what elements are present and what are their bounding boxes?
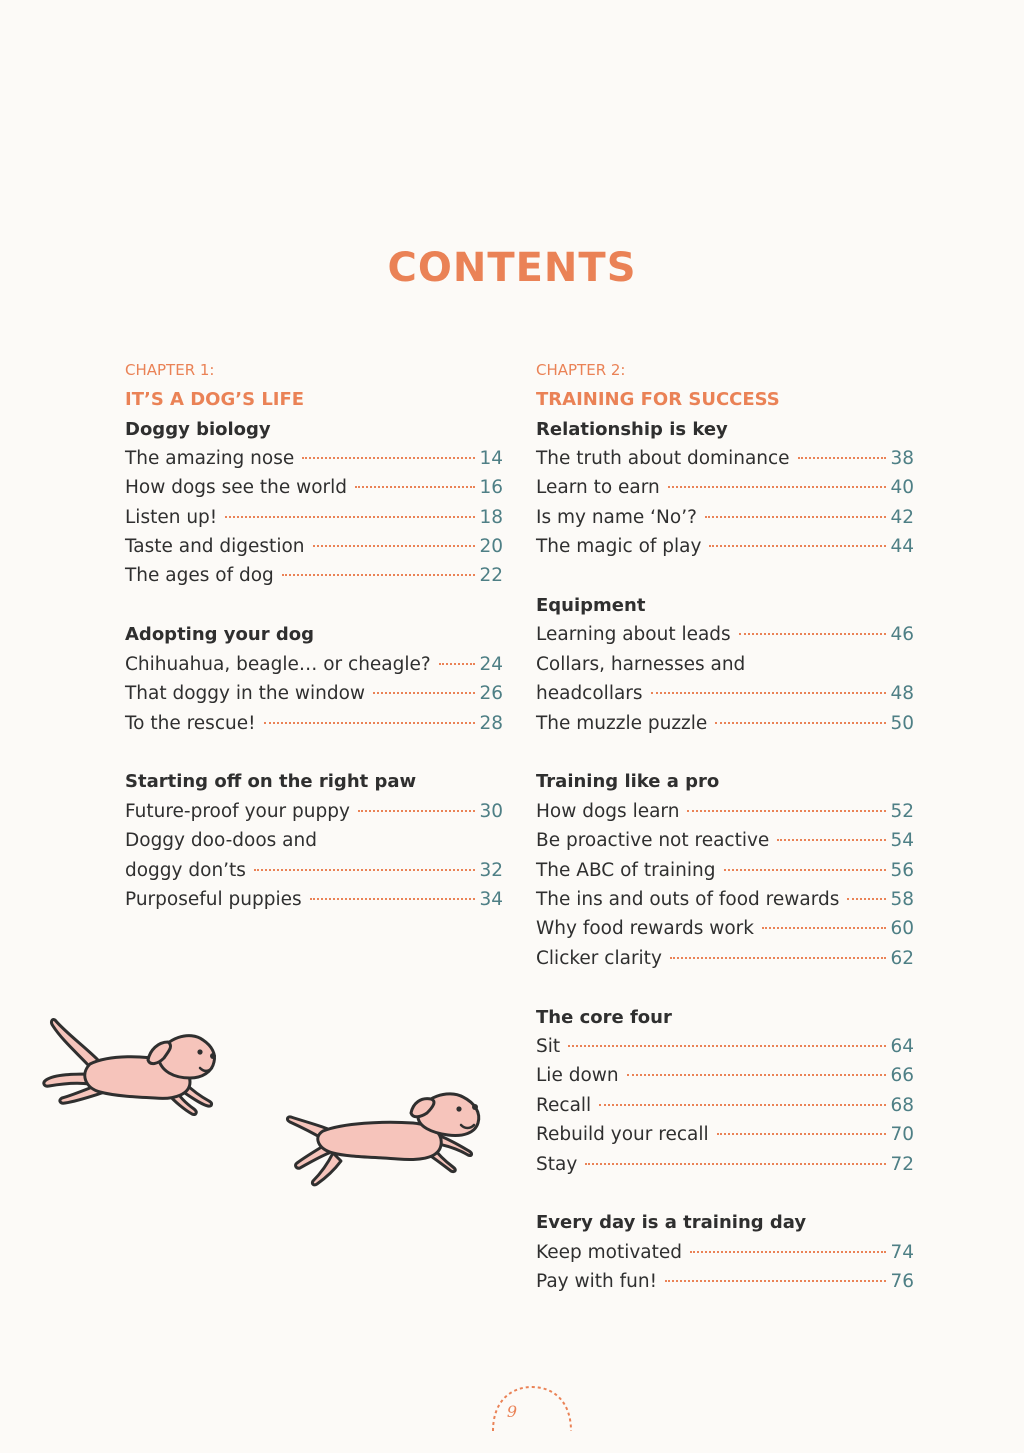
toc-entry-title: doggy don’ts	[125, 859, 246, 881]
toc-entry-title: Taste and digestion	[125, 536, 305, 558]
toc-entry	[536, 709, 914, 738]
dot-leader	[313, 545, 476, 547]
section-heading: Starting off on the right paw	[125, 771, 417, 793]
toc-entry	[536, 444, 914, 473]
toc-entry-title: Pay with fun!	[536, 1271, 657, 1293]
dot-leader	[254, 869, 476, 871]
chapter-1-column	[125, 356, 503, 944]
section-heading: Relationship is key	[536, 418, 728, 440]
toc-entry-page: 18	[479, 506, 503, 528]
toc-entry-page: 72	[890, 1153, 914, 1175]
toc-entry	[536, 503, 914, 532]
toc-entry	[536, 856, 914, 885]
dot-leader	[651, 692, 887, 694]
toc-entry-title: The ins and outs of food rewards	[536, 888, 840, 910]
toc-entry-page: 60	[890, 918, 914, 940]
toc-entry	[125, 444, 503, 473]
dot-leader	[373, 692, 475, 694]
toc-entry-page: 66	[890, 1065, 914, 1087]
dot-leader	[310, 898, 476, 900]
toc-entry-page: 74	[890, 1241, 914, 1263]
toc-entry-title: How dogs see the world	[125, 477, 348, 499]
toc-entry	[536, 679, 914, 708]
toc-entry-title: The amazing nose	[125, 447, 295, 469]
toc-entry	[536, 797, 914, 826]
page-title: CONTENTS	[387, 245, 637, 291]
toc-entry-page: 68	[890, 1094, 914, 1116]
dot-leader	[355, 486, 475, 488]
dot-leader	[847, 898, 886, 900]
toc-section	[125, 415, 503, 591]
toc-entry-title: The ABC of training	[536, 859, 716, 881]
dot-leader	[599, 1104, 886, 1106]
toc-entry	[125, 709, 503, 738]
toc-section	[536, 591, 914, 738]
toc-entry-page: 46	[890, 624, 914, 646]
toc-entry-page: 50	[890, 712, 914, 734]
chapter-2-column	[536, 356, 914, 1326]
section-heading: Training like a pro	[536, 771, 720, 793]
toc-entry-page: 20	[479, 536, 503, 558]
toc-entry-page: 22	[479, 565, 503, 587]
dot-leader	[665, 1280, 886, 1282]
dot-leader	[439, 663, 476, 665]
section-heading: Adopting your dog	[125, 624, 314, 646]
toc-entry-line1: Collars, harnesses and	[536, 653, 746, 675]
dot-leader	[670, 957, 887, 959]
toc-entry-page: 58	[890, 888, 914, 910]
toc-entry-title: Stay	[536, 1153, 578, 1175]
toc-entry	[125, 561, 503, 590]
toc-entry-page: 34	[479, 888, 503, 910]
toc-entry-title: Purposeful puppies	[125, 888, 302, 910]
chapter-number: CHAPTER 2:	[536, 361, 626, 379]
toc-entry	[125, 473, 503, 502]
toc-entry	[536, 826, 914, 855]
toc-entry-page: 40	[890, 477, 914, 499]
dot-leader	[690, 1251, 886, 1253]
toc-entry	[125, 650, 503, 679]
toc-entry-title: headcollars	[536, 683, 643, 705]
dot-leader	[717, 1133, 887, 1135]
toc-entry-title: The muzzle puzzle	[536, 712, 708, 734]
dot-leader	[724, 869, 887, 871]
dot-leader	[358, 810, 476, 812]
toc-entry-title: The truth about dominance	[536, 447, 790, 469]
toc-entry-page: 14	[479, 447, 503, 469]
toc-entry	[536, 885, 914, 914]
toc-entry	[536, 914, 914, 943]
toc-entry-title: Recall	[536, 1094, 592, 1116]
toc-entry-page: 76	[890, 1271, 914, 1293]
toc-entry-title: To the rescue!	[125, 712, 256, 734]
toc-entry-page: 24	[479, 653, 503, 675]
toc-entry	[536, 1150, 914, 1179]
toc-entry-title: Learning about leads	[536, 624, 731, 646]
dot-leader	[687, 810, 886, 812]
toc-entry	[536, 1267, 914, 1296]
chapter-title: TRAINING FOR SUCCESS	[536, 389, 780, 410]
toc-entry	[536, 532, 914, 561]
toc-entry	[125, 503, 503, 532]
section-heading: Equipment	[536, 594, 646, 616]
dot-leader	[705, 516, 887, 518]
toc-entry-page: 26	[479, 683, 503, 705]
toc-entry-title: Listen up!	[125, 506, 218, 528]
toc-section	[536, 415, 914, 562]
dot-leader	[264, 722, 476, 724]
toc-entry	[536, 1238, 914, 1267]
dot-leader	[282, 574, 476, 576]
toc-section	[536, 1208, 914, 1296]
toc-entry	[125, 532, 503, 561]
toc-entry-page: 64	[890, 1036, 914, 1058]
chapter-title: IT’S A DOG’S LIFE	[125, 389, 305, 410]
running-dog-icon	[40, 1012, 225, 1120]
dot-leader	[225, 516, 475, 518]
toc-entry	[125, 856, 503, 885]
section-heading: Every day is a training day	[536, 1212, 807, 1234]
toc-entry-page: 38	[890, 447, 914, 469]
toc-section	[125, 620, 503, 738]
toc-entry-title: Sit	[536, 1036, 561, 1058]
toc-entry	[536, 1032, 914, 1061]
dot-leader	[762, 927, 886, 929]
dot-leader	[568, 1045, 886, 1047]
dot-leader	[585, 1163, 886, 1165]
toc-entry-title: The ages of dog	[125, 565, 274, 587]
toc-entry-page: 48	[890, 683, 914, 705]
toc-entry-page: 52	[890, 800, 914, 822]
toc-section	[536, 1003, 914, 1179]
dot-leader	[777, 839, 886, 841]
running-dog-icon	[283, 1085, 493, 1190]
toc-entry-page: 42	[890, 506, 914, 528]
toc-entry-title: The magic of play	[536, 536, 702, 558]
toc-entry-title: Rebuild your recall	[536, 1124, 709, 1146]
page-number: 9	[506, 1402, 518, 1421]
toc-entry-title: Lie down	[536, 1065, 619, 1087]
toc-entry-page: 30	[479, 800, 503, 822]
toc-entry-page: 32	[479, 859, 503, 881]
toc-entry-page: 16	[479, 477, 503, 499]
toc-entry	[536, 1061, 914, 1090]
toc-entry-line1: Doggy doo-doos and	[125, 830, 317, 852]
section-heading: Doggy biology	[125, 418, 271, 440]
dot-leader	[668, 486, 887, 488]
toc-entry-page: 70	[890, 1124, 914, 1146]
toc-entry-title: Learn to earn	[536, 477, 660, 499]
toc-entry	[125, 797, 503, 826]
toc-entry-page: 56	[890, 859, 914, 881]
toc-entry-page: 44	[890, 536, 914, 558]
toc-entry	[125, 885, 503, 914]
dot-leader	[739, 633, 887, 635]
dot-leader	[798, 457, 887, 459]
dot-leader	[709, 545, 886, 547]
toc-entry-title: Why food rewards work	[536, 918, 754, 940]
toc-entry	[125, 679, 503, 708]
toc-entry-title: Future-proof your puppy	[125, 800, 350, 822]
toc-entry-page: 62	[890, 947, 914, 969]
section-heading: The core four	[536, 1006, 672, 1028]
toc-entry	[536, 620, 914, 649]
toc-entry	[536, 1120, 914, 1149]
toc-entry-title: Clicker clarity	[536, 947, 662, 969]
dot-leader	[302, 457, 475, 459]
toc-section	[125, 767, 503, 914]
toc-section	[536, 767, 914, 973]
toc-entry-title: Be proactive not reactive	[536, 830, 770, 852]
toc-entry	[536, 1091, 914, 1120]
dot-leader	[627, 1074, 887, 1076]
toc-entry-title: Chihuahua, beagle… or cheagle?	[125, 653, 431, 675]
toc-entry-title: Is my name ‘No’?	[536, 506, 697, 528]
dot-leader	[715, 722, 886, 724]
toc-entry	[536, 473, 914, 502]
toc-entry-title: That doggy in the window	[125, 683, 366, 705]
toc-entry-page: 54	[890, 830, 914, 852]
toc-entry-title: How dogs learn	[536, 800, 680, 822]
chapter-number: CHAPTER 1:	[125, 361, 215, 379]
toc-entry-page: 28	[479, 712, 503, 734]
toc-entry	[536, 944, 914, 973]
toc-entry-title: Keep motivated	[536, 1241, 682, 1263]
